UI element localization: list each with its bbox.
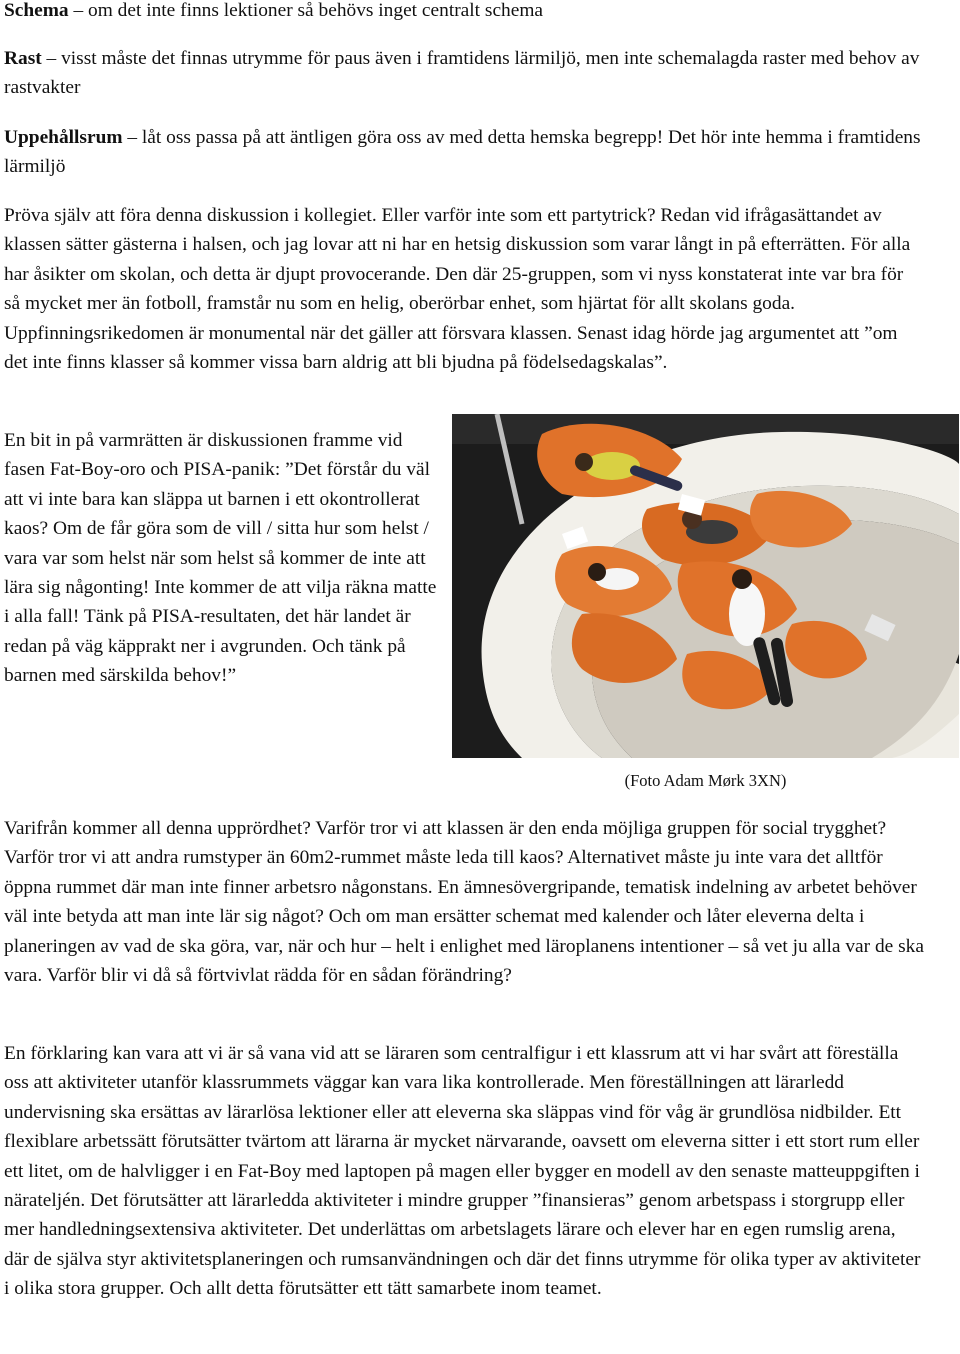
definition-uppehallsrum-text: – låt oss passa på att äntligen göra oss av med detta hemska begrepp! Det hör inte hemma i framtidens lärmiljö (4, 127, 921, 178)
term-rast: Rast (4, 48, 42, 69)
term-uppehallsrum: Uppehållsrum (4, 127, 123, 148)
paragraph-fat-boy-pisa: En bit in på varmrätten är diskussionen framme vid fasen Fat-Boy-oro och PISA-panik: ”Det förstår du väl att vi inte bara kan släppa ut barnen i ett okontrollerat kaos? Om de får göra som de vill / sitta hur som helst / vara var som helst när som helst så kommer de inte att lära sig någonting! Inte kommer de att vilja räkna matte i alla fall! Tänk på PISA-resultaten, det här landet är redan på väg käpprakt ner i avgrunden. Och tänk på barnen med särskilda behov!” (4, 430, 437, 687)
definition-schema-text: – om det inte finns lektioner så behövs inget centralt schema (68, 0, 544, 21)
paragraph-upprordhet: Varifrån kommer all denna upprördhet? Varför tror vi att klassen är den enda möjliga gruppen för social trygghet? Varför tror vi att andra rumstyper än 60m2-rummet måste leda till kaos? Alternativet måste ju inte vara det alltför öppna rummet där man inte finner arbetsro någonstans. En ämnesövergripande, tematisk indelning av arbetet behöver väl inte betyda att man inte lär sig något? Och om man ersätter schemat med kalender och låter eleverna delta i planeringen av vad de ska göra, var, när och hur – helt i enlighet med läroplanens intentioner – så vet ju alla var de ska vara. Varför blir vi då så förtvivlat rädda för en sådan förändring? (4, 818, 924, 987)
definition-uppehallsrum (4, 123, 924, 182)
paragraph-forklaring: En förklaring kan vara att vi är så vana vid att se läraren som centralfigur i ett klassrum att vi har svårt att föreställa oss att aktiviteter utanför klassrummets väggar kan vara lika kontrollerade. Men föreställningen att lärarledd undervisning ska ersättas av lärarlösa lektioner eller att eleverna ska släppas vind för våg är grundlösa nidbilder. Ett flexiblare arbetssätt förutsätter tvärtom att lärarna är mycket närvarande, oavsett om eleverna sitter i ett stort rum eller ett litet, om de halvligger i en Fat-Boy med laptopen på magen eller bygger en modell av den senaste matteuppgiften i närateljén. Det förutsätter att lärarledda aktiviteter i mindre grupper ”finansieras” genom arbetspass i storgrupp eller mer handledningsextensiva aktiviteter. Det underlättas om arbetslagets lärare och elever har en egen rumslig arena, där de själva styr aktivitetsplaneringen och rumsanvändningen och där det finns utrymme för olika typer av aktiviteter i olika stora grupper. Och allt detta förutsätter ett tätt samarbete inom teamet. (4, 1043, 921, 1300)
classroom-photo-illustration (452, 414, 959, 758)
classroom-photo (452, 414, 959, 758)
term-schema: Schema (4, 0, 69, 21)
definition-rast (4, 44, 924, 103)
definition-schema (4, 0, 924, 25)
paragraph-party-trick: Pröva själv att föra denna diskussion i kollegiet. Eller varför inte som ett partytrick? Redan vid ifrågasättandet av klassen sätter gästerna i halsen, och jag lovar att ni har en hetsig diskussion som varar långt in på efterrätten. För alla har åsikter om skolan, och detta är djupt provocerande. Den där 25-gruppen, som vi nyss konstaterat inte var bra för så mycket mer än fotboll, framstår nu som en helig, oberörbar enhet, som hjärtat för allt skolans goda. Uppfinningsrikedomen är monumental när det gäller att försvara klassen. Senast idag hörde jag argumentet att ”om det inte finns klasser så kommer vissa barn aldrig att bli bjudna på födelsedagskalas”. (4, 205, 911, 374)
definition-rast-text: – visst måste det finnas utrymme för paus även i framtidens lärmiljö, men inte schemalagda raster med behov av rastvakter (4, 48, 920, 99)
photo-caption: (Foto Adam Mørk 3XN) (624, 771, 787, 790)
